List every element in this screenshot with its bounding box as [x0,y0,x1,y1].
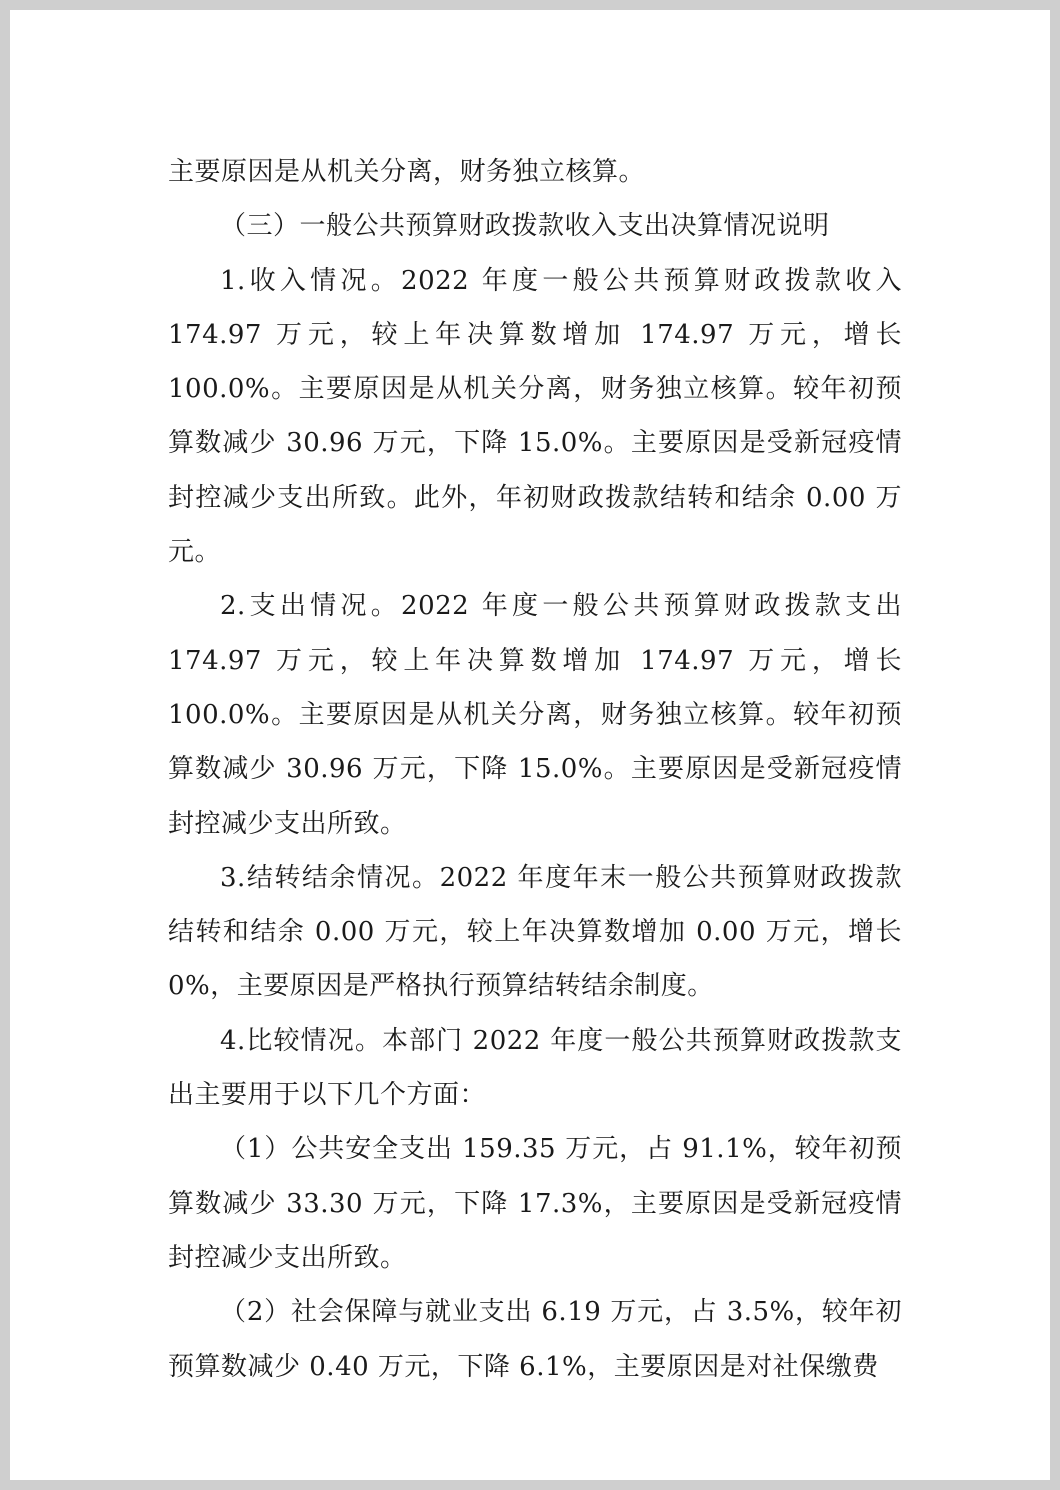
document-body [168,145,902,1394]
paragraph-comparison: 4.比较情况。本部门 2022 年度一般公共预算财政拨款支出主要用于以下几个方面： [168,1025,902,1111]
paragraph-social-security: （2）社会保障与就业支出 6.19 万元，占 3.5%，较年初预算数减少 0.40 万元，下降 6.1%，主要原因是对社保缴费 [168,1297,902,1382]
paragraph-public-security: （1）公共安全支出 159.35 万元，占 91.1%，较年初预算数减少 33.30 万元，下降 17.3%，主要原因是受新冠疫情封控减少支出所致。 [168,1134,902,1273]
paragraph-continuation: 主要原因是从机关分离，财务独立核算。 [168,157,646,187]
paragraph-income: 1.收入情况。2022 年度一般公共预算财政拨款收入 174.97 万元，较上年决算数增加 174.97 万元，增长 100.0%。主要原因是从机关分离，财务独立核算。较年初预算数减少 30.96 万元，下降 15.0%。主要原因是受新冠疫情封控减少支出所致。此外，年初财政拨款结转和结余 0.00 万元。 [168,265,902,568]
document-page [10,10,1050,1480]
section-heading: （三）一般公共预算财政拨款收入支出决算情况说明 [220,211,830,242]
paragraph-carryover: 3.结转结余情况。2022 年度年末一般公共预算财政拨款结转和结余 0.00 万元，较上年决算数增加 0.00 万元，增长 0%，主要原因是严格执行预算结转结余制度。 [168,862,902,1002]
paragraph-expenditure: 2.支出情况。2022 年度一般公共预算财政拨款支出 174.97 万元，较上年决算数增加 174.97 万元，增长 100.0%。主要原因是从机关分离，财务独立核算。较年初预算数减少 30.96 万元，下降 15.0%。主要原因是受新冠疫情封控减少支出所致。 [168,591,902,839]
